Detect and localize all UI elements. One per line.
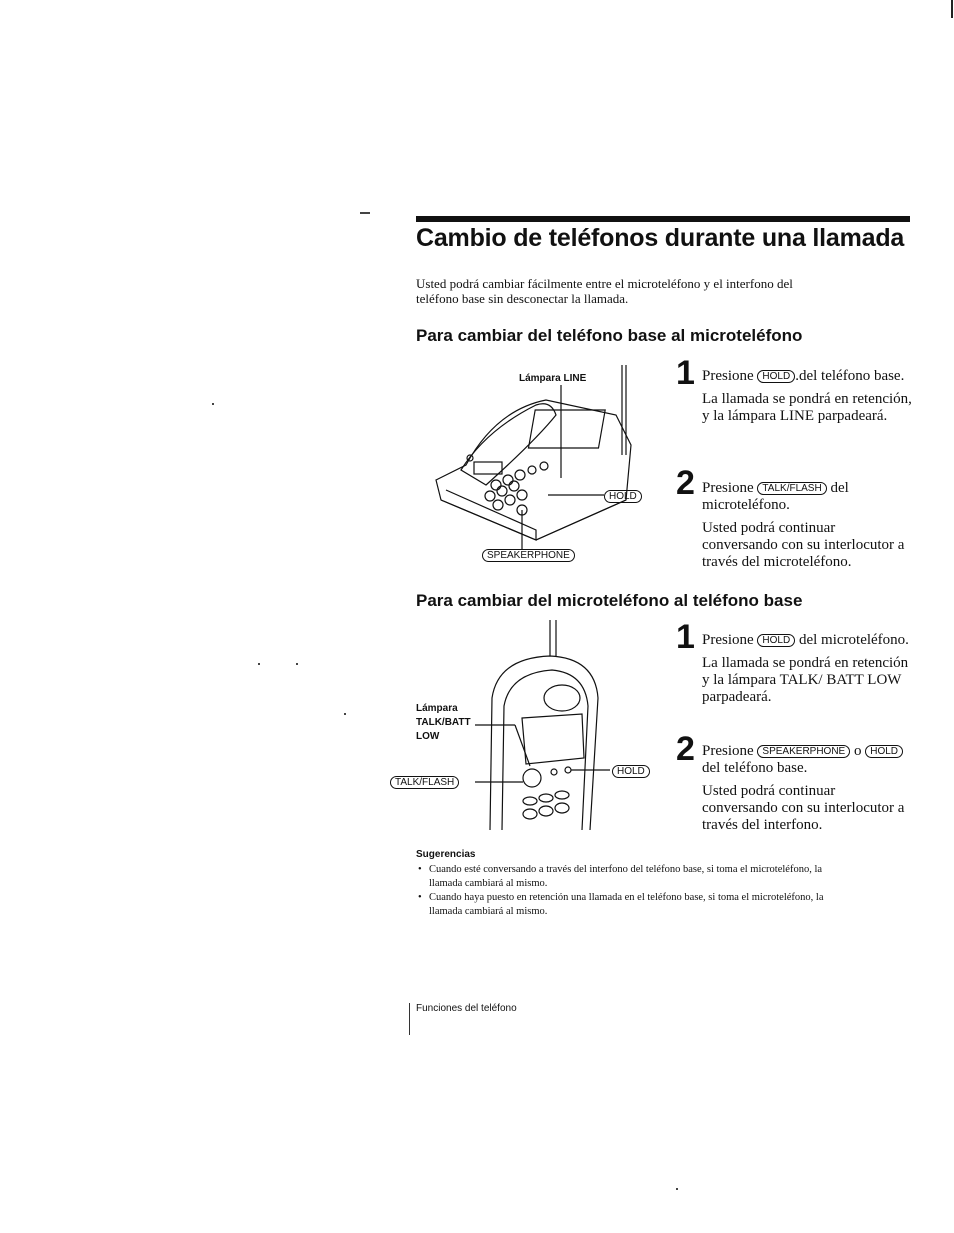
section2-step1: [702, 632, 912, 712]
step-instruction-tail: .del teléfono base.: [795, 368, 905, 384]
talkflash-key-label: TALK/FLASH: [757, 482, 826, 495]
section1-step1: [702, 368, 912, 431]
scan-mark: [258, 663, 260, 665]
step-instruction-tail: del teléfono base.: [702, 760, 808, 776]
scan-mark: [360, 212, 370, 214]
scan-mark: [212, 403, 214, 405]
talkflash-key-label: TALK/FLASH: [390, 776, 459, 789]
step-instruction: Presione: [702, 632, 754, 648]
section2-step2-number: 2: [676, 730, 695, 768]
section1-step2: [702, 480, 912, 577]
tips-title: Sugerencias: [416, 849, 476, 860]
step-detail: Usted podrá continuar conversando con su interlocutor a través del interfono.: [702, 783, 905, 833]
hold-key-label: HOLD: [612, 765, 650, 778]
step-instruction-or: o: [853, 743, 862, 759]
line-lamp-label: Lámpara LINE: [519, 373, 587, 384]
section1-step1-number: 1: [676, 354, 695, 392]
section2-step1-number: 1: [676, 618, 695, 656]
handset-illustration: [470, 618, 630, 833]
page-title: Cambio de teléfonos durante una llamada: [416, 224, 905, 252]
step-instruction: Presione: [702, 480, 754, 496]
step-detail: Usted podrá continuar conversando con su interlocutor a través del microteléfono.: [702, 520, 905, 570]
section1-step2-number: 2: [676, 464, 695, 502]
tips-list: [416, 863, 846, 919]
section2-heading: Para cambiar del microteléfono al teléfono base: [416, 591, 803, 610]
scan-mark: [344, 713, 346, 715]
title-rule: [416, 216, 910, 222]
footer-text: Funciones del teléfono: [416, 1003, 517, 1014]
scan-edge: [951, 0, 953, 18]
base-phone-illustration: [426, 360, 646, 550]
hold-key-label: HOLD: [865, 745, 903, 758]
section1-heading: Para cambiar del teléfono base al microteléfono: [416, 326, 803, 345]
step-instruction: Presione: [702, 368, 754, 384]
list-item: • Cuando esté conversando a través del interfono del teléfono base, si toma el microteléfono, la llamada cambiará al mismo.: [418, 864, 823, 889]
footer-divider: [409, 1003, 410, 1035]
talk-batt-lamp-label: Lámpara TALK/BATT LOW: [416, 703, 471, 742]
step-detail: La llamada se pondrá en retención, y la lámpara LINE parpadeará.: [702, 391, 912, 424]
step-instruction-tail: del microteléfono.: [798, 632, 909, 648]
intro-paragraph: Usted podrá cambiar fácilmente entre el microteléfono y el interfono del teléfono base sin desconectar la llamada.: [416, 276, 793, 306]
bullet-icon: •: [418, 892, 422, 903]
section2-step2: [702, 743, 912, 840]
hold-key-label: HOLD: [757, 634, 795, 647]
list-item: • Cuando haya puesto en retención una llamada en el teléfono base, si toma el microteléfono, la llamada cambiará al mismo.: [418, 892, 824, 917]
hold-key-label: HOLD: [757, 370, 795, 383]
speakerphone-key-label: SPEAKERPHONE: [482, 549, 575, 562]
step-instruction-tail: del microteléfono.: [702, 480, 849, 513]
hold-key-label: HOLD: [604, 490, 642, 503]
step-detail: La llamada se pondrá en retención y la lámpara TALK/ BATT LOW parpadeará.: [702, 655, 909, 705]
speakerphone-key-label: SPEAKERPHONE: [757, 745, 850, 758]
bullet-icon: •: [418, 864, 422, 875]
scan-mark: [676, 1188, 678, 1190]
scan-mark: [296, 663, 298, 665]
step-instruction: Presione: [702, 743, 754, 759]
